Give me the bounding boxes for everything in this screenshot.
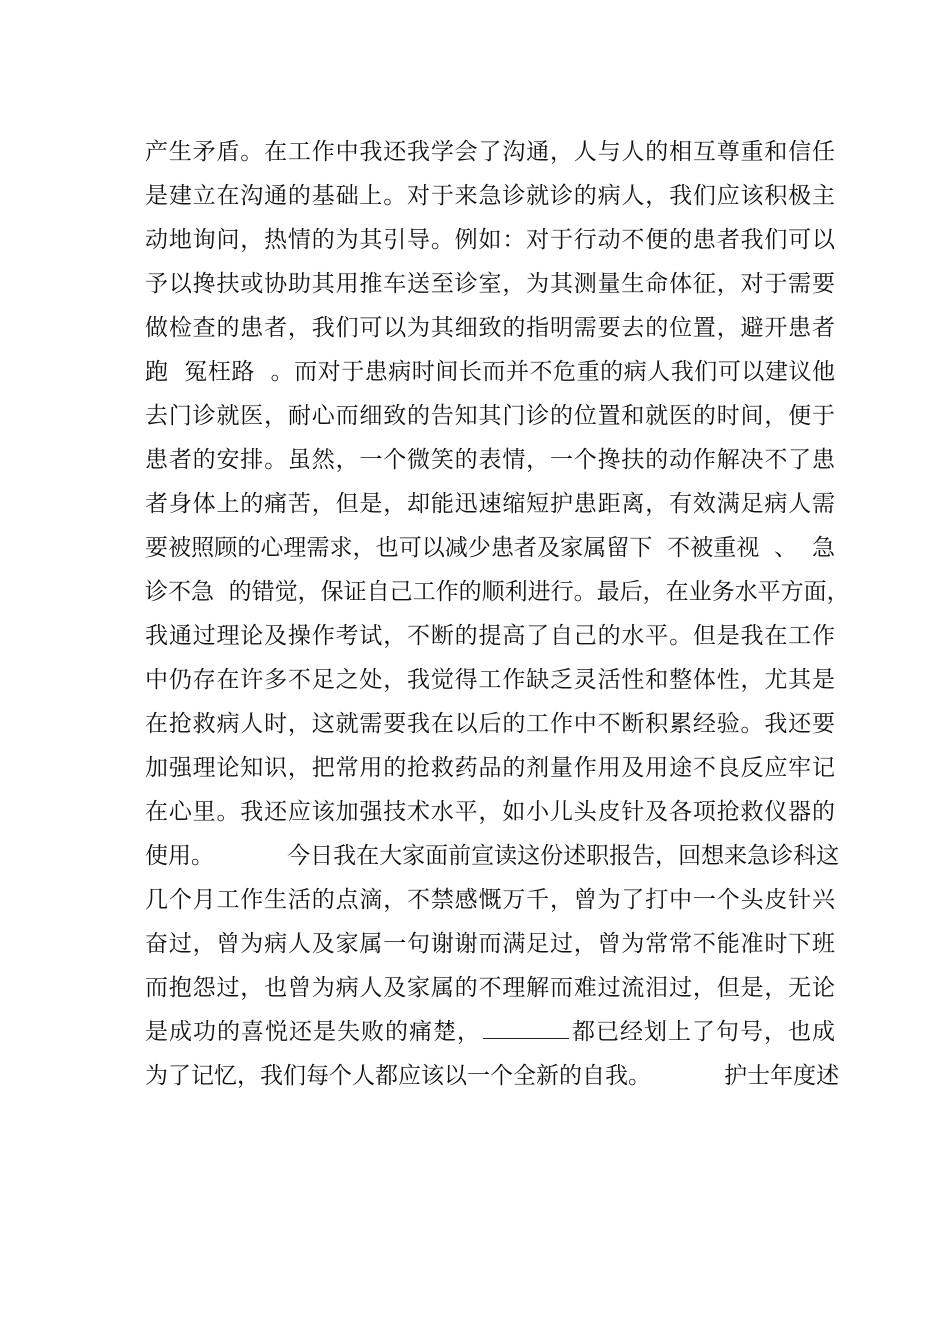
text-line: 在心里。我还应该加强技术水平，如小儿头皮针及各项抢救仪器的 — [145, 799, 835, 825]
text-line: 跑 冤枉路 。而对于患病时间长而并不危重的病人我们可以建议他 — [145, 359, 835, 385]
text-line: 患者的安排。虽然，一个微笑的表情，一个搀扶的动作解决不了患 — [145, 447, 835, 473]
text-line: 在抢救病人时，这就需要我在以后的工作中不断积累经验。我还要 — [145, 711, 835, 737]
text-line: 予以搀扶或协助其用推车送至诊室，为其测量生命体征，对于需要 — [145, 271, 835, 297]
fill-in-blank — [483, 1016, 569, 1039]
text-line: 几个月工作生活的点滴，不禁感慨万千，曾为了打中一个头皮针兴 — [145, 887, 835, 913]
text-line-with-blank — [145, 1010, 835, 1054]
text-line: 去门诊就医，耐心而细致的告知其门诊的位置和就医的时间，便于 — [145, 403, 835, 429]
text-line: 我通过理论及操作考试，不断的提高了自己的水平。但是我在工作 — [145, 623, 835, 649]
text-line: 产生矛盾。在工作中我还我学会了沟通，人与人的相互尊重和信任 — [145, 139, 835, 165]
text-line: 要被照顾的心理需求，也可以减少患者及家属留下 不被重视 、 急 — [145, 535, 835, 561]
text-before-blank: 是成功的喜悦还是失败的痛楚， — [145, 1019, 481, 1045]
text-line: 诊不急 的错觉，保证自己工作的顺利进行。最后，在业务水平方面， — [145, 579, 850, 605]
text-line: 动地询问，热情的为其引导。例如：对于行动不便的患者我们可以 — [145, 227, 835, 253]
text-line: 者身体上的痛苦，但是，却能迅速缩短护患距离，有效满足病人需 — [145, 491, 835, 517]
text-line: 使用。 今日我在大家面前宣读这份述职报告，回想来急诊科这 — [145, 843, 840, 869]
text-line: 加强理论知识，把常用的抢救药品的剂量作用及用途不良反应牢记 — [145, 755, 835, 781]
document-body — [145, 130, 850, 1098]
text-line-final: 为了记忆，我们每个人都应该以一个全新的自我。 护士年度述 — [145, 1063, 840, 1089]
text-line: 做检查的患者，我们可以为其细致的指明需要去的位置，避开患者 — [145, 315, 835, 341]
text-after-blank: 都已经划上了句号，也成 — [571, 1019, 835, 1045]
text-line: 是建立在沟通的基础上。对于来急诊就诊的病人，我们应该积极主 — [145, 183, 835, 209]
text-line: 而抱怨过，也曾为病人及家属的不理解而难过流泪过，但是，无论 — [145, 975, 835, 1001]
text-line: 中仍存在许多不足之处，我觉得工作缺乏灵活性和整体性，尤其是 — [145, 667, 835, 693]
text-line: 奋过，曾为病人及家属一句谢谢而满足过，曾为常常不能准时下班 — [145, 931, 835, 957]
